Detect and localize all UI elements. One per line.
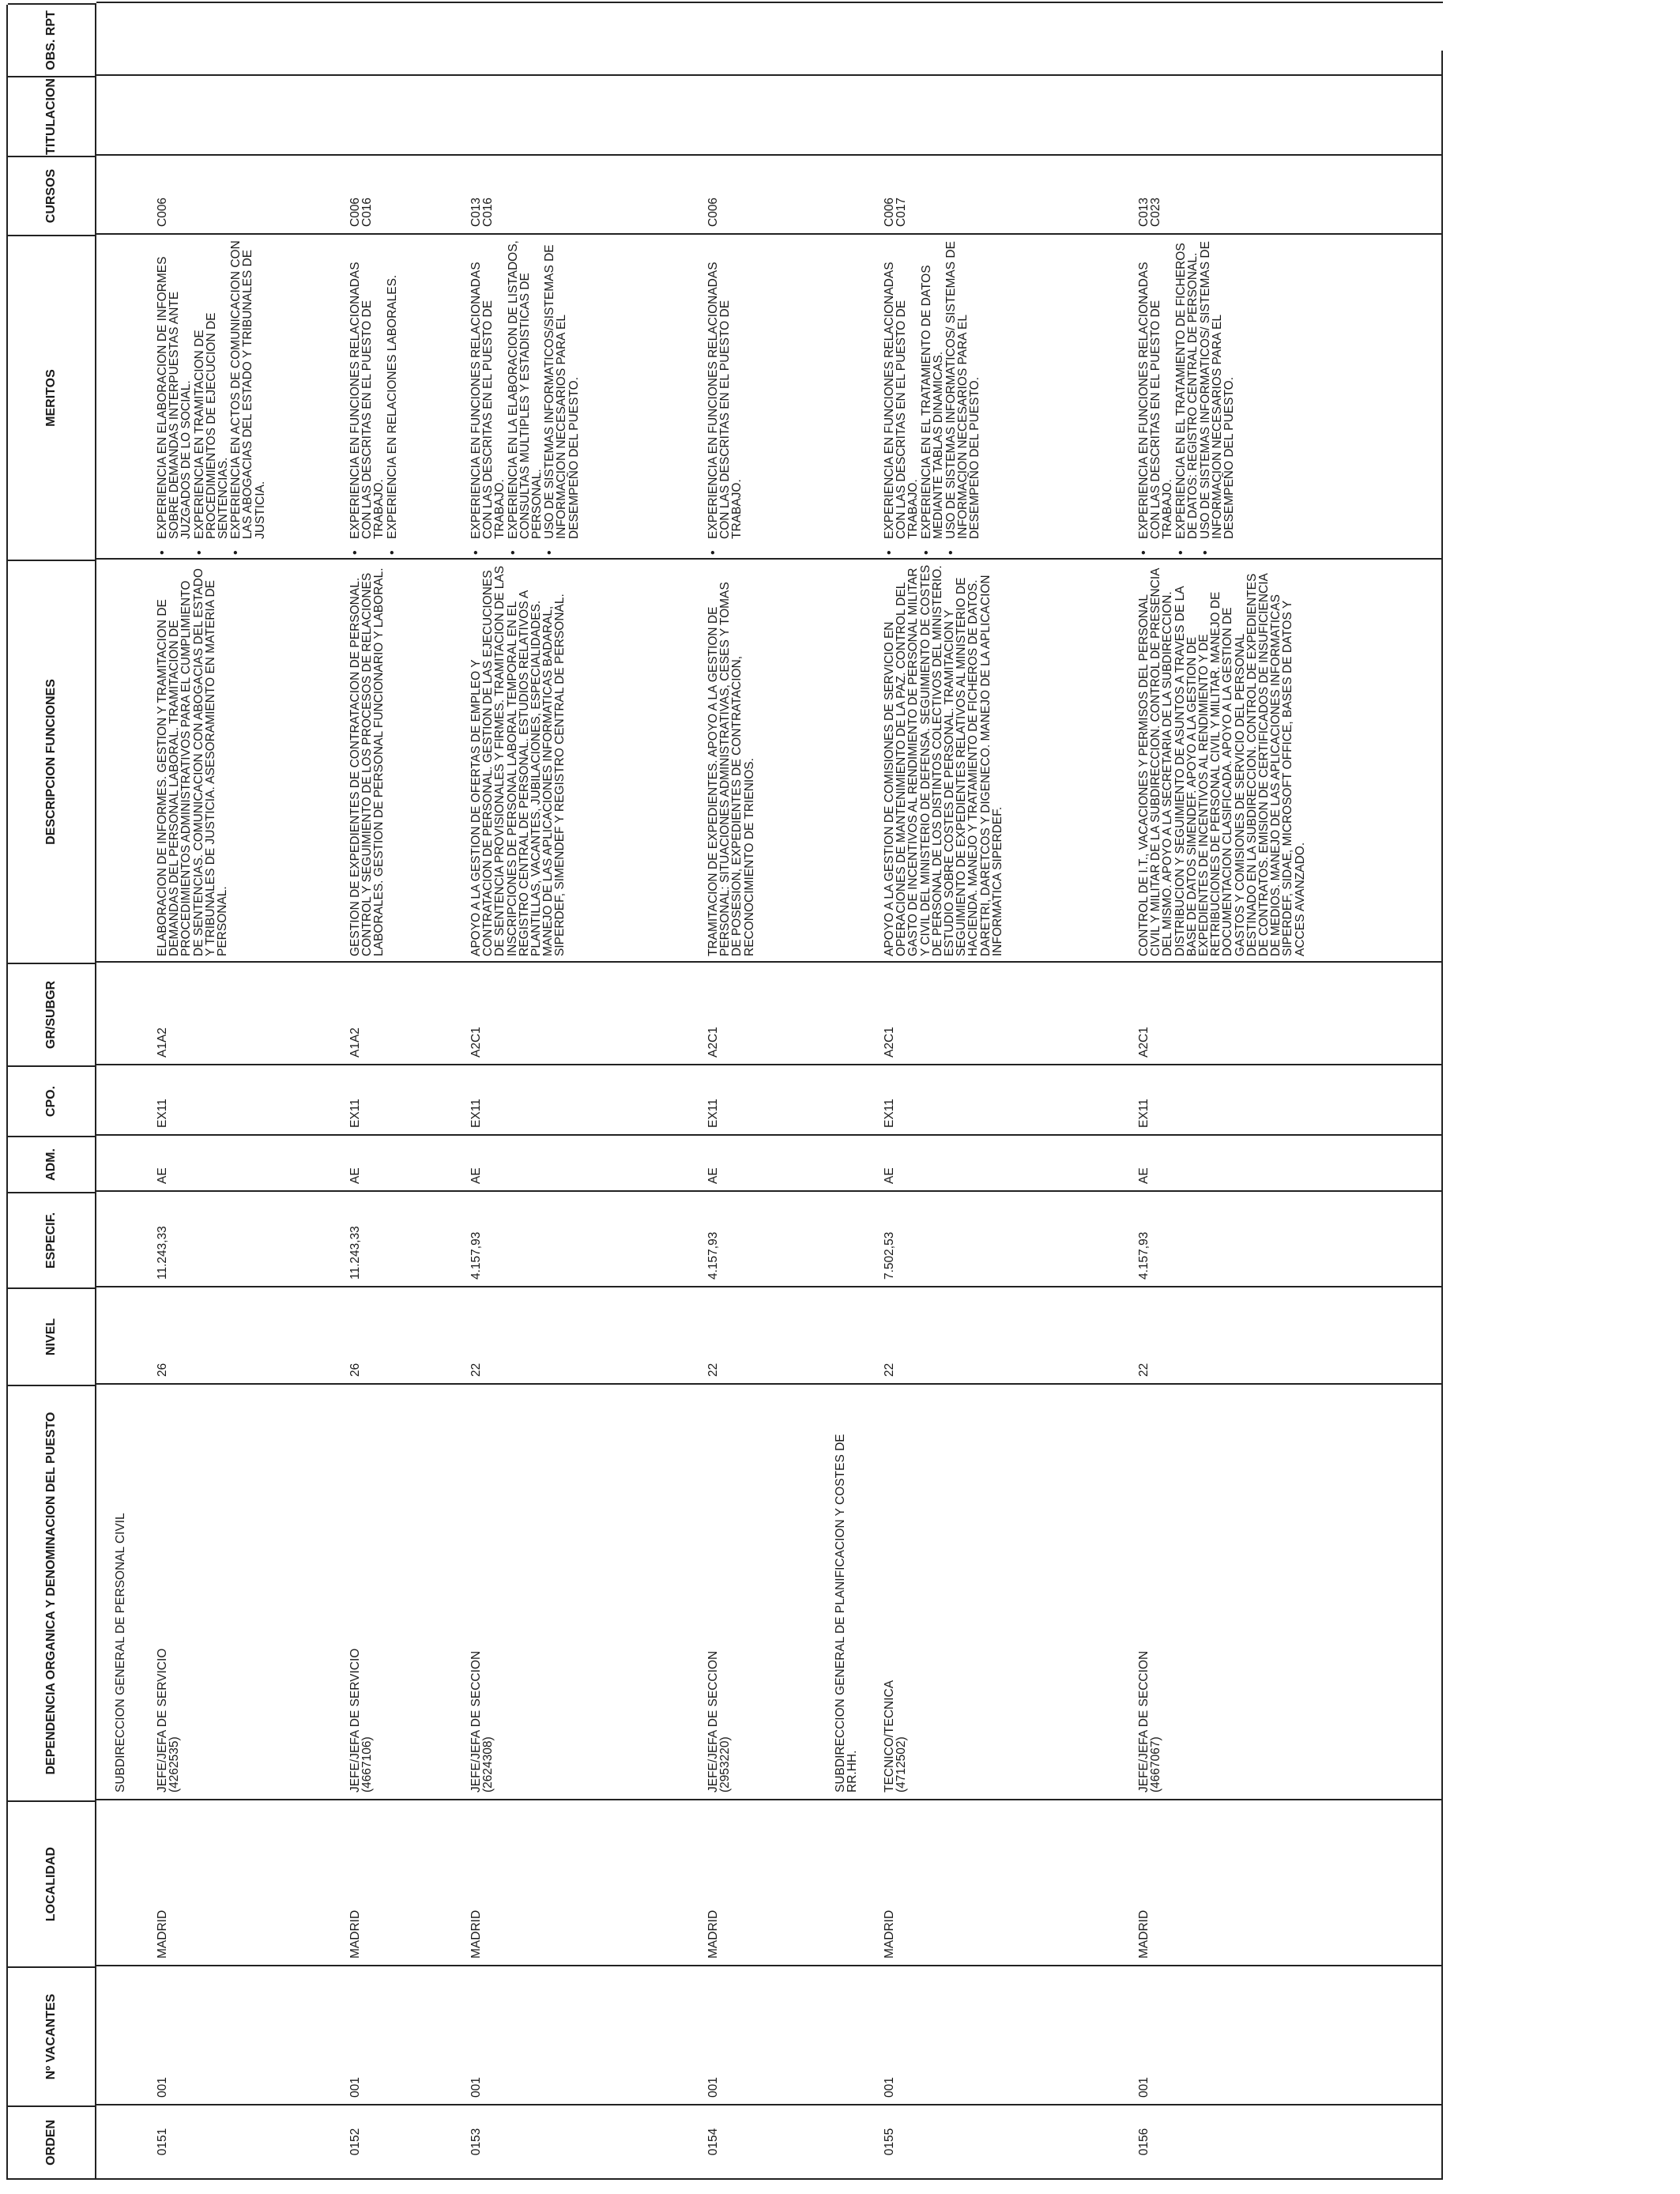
cell-grupo: A1A2 — [156, 1027, 169, 1057]
course-code: C017 — [895, 197, 909, 227]
cell-cursos — [156, 160, 168, 227]
section-label: SUBDIRECCION GENERAL DE PERSONAL CIVIL — [114, 1513, 127, 1793]
column-rule — [96, 1064, 1443, 1136]
merit-item: • EXPERIENCIA EN FUNCIONES RELACIONADAS CON LAS DESCRITAS EN EL PUESTO DE TRABAJO. — [470, 239, 507, 539]
course-code: C006 — [156, 197, 169, 227]
header-titulacion: TITULACION — [8, 76, 96, 156]
table-bottom-rule — [1441, 51, 1443, 2180]
cell-localidad: MADRID — [706, 1909, 720, 1958]
merit-item: • USO DE SISTEMAS INFORMATICOS/SISTEMAS DE INFORMACION NECESARIOS PARA EL DESEMPEÑO DEL PUESTO. — [544, 239, 580, 539]
merits-list — [470, 239, 580, 555]
header-vacantes: Nº VACANTES — [8, 1966, 96, 2105]
cell-puesto — [349, 1397, 373, 1793]
cell-vacantes: 001 — [883, 2077, 896, 2098]
header-cursos: CURSOS — [8, 156, 96, 235]
column-rule — [96, 961, 1443, 1065]
cell-especif: 11.243,33 — [156, 1226, 169, 1280]
cell-cpo: EX11 — [156, 1099, 169, 1128]
merit-item: • EXPERIENCIA EN FUNCIONES RELACIONADAS CON LAS DESCRITAS EN EL PUESTO DE TRABAJO. — [707, 239, 744, 539]
cell-adm: AE — [348, 1167, 362, 1184]
cell-meritos — [349, 239, 399, 555]
merit-item: • EXPERIENCIA EN FUNCIONES RELACIONADAS CON LAS DESCRITAS EN EL PUESTO DE TRABAJO. — [883, 239, 920, 539]
header-orden: ORDEN — [8, 2105, 96, 2178]
header-cpo: CPO. — [8, 1065, 96, 1136]
merit-item: • USO DE SISTEMAS INFORMATICOS/ SISTEMAS DE INFORMACION NECESARIOS PARA EL DESEMPEÑO DEL PUESTO. — [945, 239, 981, 539]
cell-puesto — [707, 1397, 731, 1793]
cell-especif: 11.243,33 — [348, 1226, 362, 1280]
cell-especif: 4.157,93 — [706, 1231, 720, 1280]
cell-cpo: EX11 — [348, 1099, 362, 1128]
cell-adm: AE — [1137, 1167, 1151, 1184]
header-adm: ADM. — [8, 1136, 96, 1192]
header-grupo: GR/SUBGR — [8, 963, 96, 1065]
course-code: C016 — [360, 197, 375, 227]
cell-grupo: A2C1 — [883, 1027, 896, 1057]
puesto-code: (4667067) — [1149, 1736, 1163, 1793]
merits-list — [883, 239, 981, 555]
merit-item: • EXPERIENCIA EN ELABORACION DE INFORMES SOBRE DEMANDAS INTERPUESTAS ANTE JUZGADOS DE LO SOCIAL. — [156, 239, 193, 539]
column-rule — [96, 233, 1443, 560]
header-obs-rpt: OBS. RPT — [8, 3, 96, 76]
header-dependencia: DEPENDENCIA ORGANICA Y DENOMINACION DEL PUESTO — [8, 1385, 96, 1800]
cell-descripcion: TRAMITACION DE EXPEDIENTES. APOYO A LA GESTION DE PERSONAL: SITUACIONES ADMINISTRATIVAS, CESES Y TOMAS DE POSESION, EXPEDIENTES DE CONTRATACION, RECONOCIMIENTO DE TRIENIOS. — [706, 582, 756, 956]
cell-orden: 0151 — [156, 2128, 169, 2156]
merit-item: • EXPERIENCIA EN TRAMITACION DE PROCEDIMIENTOS DE EJECUCION DE SENTENCIAS. — [194, 239, 230, 539]
cell-meritos — [1138, 239, 1237, 555]
column-rule — [96, 1134, 1443, 1192]
cell-orden: 0153 — [469, 2128, 483, 2156]
cell-orden: 0155 — [883, 2128, 896, 2156]
cell-descripcion: ELABORACION DE INFORMES. GESTION Y TRAMITACION DE DEMANDAS DEL PERSONAL LABORAL. TRAMITACION DE PROCEDIMIENTOS ADMINISTRATIVOS PARA EL CUMPLIMIENTO DE SENTENCIAS. COMUNICACION CON ABOGACIAS DEL ESTADO Y TRIBUNALES DE JUSTICIA. ASESORAMIENTO EN MATERIA DE PERSONAL. — [156, 568, 230, 956]
cell-cursos — [883, 160, 907, 227]
column-rule — [96, 1286, 1443, 1385]
course-code: C013 — [469, 197, 483, 227]
cell-localidad: MADRID — [348, 1909, 362, 1958]
cell-cursos — [1138, 160, 1162, 227]
cell-vacantes: 001 — [348, 2077, 362, 2098]
cell-cpo: EX11 — [883, 1099, 896, 1128]
cell-meritos — [883, 239, 982, 555]
column-rule — [96, 154, 1443, 235]
cell-descripcion: GESTION DE EXPEDIENTES DE CONTRATACION DE PERSONAL. CONTROL Y SEGUIMIENTO DE LOS PROCESOS DE RELACIONES LABORALES. GESTION DE PERSONAL FUNCIONARIO Y LABORAL. — [348, 567, 386, 956]
merits-list — [1138, 239, 1236, 555]
cell-cpo: EX11 — [1137, 1099, 1151, 1128]
cell-grupo: A1A2 — [348, 1027, 362, 1057]
cell-orden: 0154 — [706, 2128, 720, 2156]
cell-nivel: 22 — [1137, 1363, 1151, 1377]
cell-adm: AE — [883, 1167, 896, 1184]
cell-puesto — [883, 1397, 907, 1793]
job-positions-table — [6, 5, 1443, 2180]
header-descripcion: DESCRIPCION FUNCIONES — [8, 560, 96, 963]
column-rule — [96, 1383, 1443, 1800]
puesto-title: JEFE/JEFA DE SERVICIO — [156, 1648, 169, 1793]
puesto-title: JEFE/JEFA DE SERVICIO — [348, 1648, 362, 1793]
puesto-title: JEFE/JEFA DE SECCION — [469, 1650, 483, 1793]
cell-orden: 0156 — [1137, 2128, 1151, 2156]
cell-localidad: MADRID — [469, 1909, 483, 1958]
puesto-title: TECNICO/TECNICA — [883, 1679, 896, 1793]
cell-cursos — [707, 160, 719, 227]
header-meritos: MERITOS — [8, 235, 96, 560]
cell-grupo: A2C1 — [1137, 1027, 1151, 1057]
cell-vacantes: 001 — [469, 2077, 483, 2098]
cell-puesto — [156, 1397, 180, 1793]
cell-nivel: 26 — [156, 1363, 169, 1377]
cell-nivel: 26 — [348, 1363, 362, 1377]
merit-item: • EXPERIENCIA EN EL TRATAMIENTO DE FICHEROS DE DATOS: REGISTRO CENTRAL DE PERSONAL. — [1175, 239, 1199, 539]
puesto-code: (2624308) — [481, 1736, 495, 1793]
cell-puesto — [1138, 1397, 1162, 1793]
course-code: C006 — [706, 197, 720, 227]
course-code: C013 — [1137, 197, 1151, 227]
cell-grupo: A2C1 — [469, 1027, 483, 1057]
cell-nivel: 22 — [883, 1363, 896, 1377]
merit-item: • USO DE SISTEMAS INFORMATICOS/ SISTEMAS DE INFORMACION NECESARIOS PARA EL DESEMPEÑO DEL PUESTO. — [1200, 239, 1236, 539]
cell-vacantes: 001 — [1137, 2077, 1151, 2098]
cell-meritos — [470, 239, 581, 555]
header-especif: ESPECIF. — [8, 1192, 96, 1287]
cell-especif: 4.157,93 — [1137, 1231, 1151, 1280]
merit-item: • EXPERIENCIA EN RELACIONES LABORALES. — [386, 239, 398, 539]
puesto-code: (4667106) — [360, 1736, 375, 1793]
cell-meritos — [707, 239, 744, 555]
column-rule — [96, 74, 1443, 156]
course-code: C016 — [481, 197, 495, 227]
puesto-code: (2953220) — [718, 1736, 733, 1793]
cell-orden: 0152 — [348, 2128, 362, 2156]
course-code: C006 — [348, 197, 362, 227]
merit-item: • EXPERIENCIA EN FUNCIONES RELACIONADAS CON LAS DESCRITAS EN EL PUESTO DE TRABAJO. — [1138, 239, 1174, 539]
cell-cpo: EX11 — [469, 1099, 483, 1128]
column-rule — [96, 1965, 1443, 2105]
puesto-title: JEFE/JEFA DE SECCION — [1137, 1650, 1151, 1793]
cell-adm: AE — [469, 1167, 483, 1184]
header-localidad: LOCALIDAD — [8, 1800, 96, 1966]
merit-item: • EXPERIENCIA EN FUNCIONES RELACIONADAS CON LAS DESCRITAS EN EL PUESTO DE TRABAJO. — [349, 239, 386, 539]
puesto-code: (4262535) — [168, 1736, 182, 1793]
puesto-code: (4712502) — [895, 1736, 909, 1793]
column-rule — [96, 1799, 1443, 1966]
cell-nivel: 22 — [469, 1363, 483, 1377]
course-code: C006 — [883, 197, 896, 227]
merits-list — [156, 239, 266, 555]
column-rule — [96, 2104, 1443, 2178]
merit-item: • EXPERIENCIA EN LA ELABORACION DE LISTADOS, CONSULTAS MULTIPLES Y ESTADISTICAS DE PERSONAL. — [507, 239, 544, 539]
header-nivel: NIVEL — [8, 1287, 96, 1385]
cell-cpo: EX11 — [706, 1099, 720, 1128]
course-code: C023 — [1149, 197, 1163, 227]
cell-nivel: 22 — [706, 1363, 720, 1377]
column-rule — [96, 1190, 1443, 1287]
cell-puesto — [470, 1397, 494, 1793]
cell-adm: AE — [706, 1167, 720, 1184]
cell-descripcion: APOYO A LA GESTION DE COMISIONES DE SERVICIO EN OPERACIONES DE MANTENIMIENTO DE LA PAZ. CONTROL DEL GASTO DE INCENTIVOS AL RENDIMIENTO DE PERSONAL MILITAR Y CIVIL DEL MINISTERIO DE DEFENSA. SEGUIMIENTO DE COSTES DE PERSONAL DE LOS DISTINTOS COLECTIVOS DEL MINISTERIO. ESTUDIO SOBRE COSTES DE PERSONAL. TRAMITACION Y SEGUIMIENTO DE EXPEDIENTES RELATIVOS AL MINISTERIO DE HACIENDA. MANEJO Y TRATAMIENTO DE FICHEROS DE DATOS. DARETRI, DARETCOS Y DIGENECO. MANEJO DE LA APLICACION INFORMATICA SIPERDEF. — [883, 564, 1004, 956]
puesto-title: JEFE/JEFA DE SECCION — [706, 1650, 720, 1793]
cell-grupo: A2C1 — [706, 1027, 720, 1057]
column-rule — [96, 2, 1443, 76]
merits-list — [349, 239, 398, 555]
cell-vacantes: 001 — [156, 2077, 169, 2098]
merit-item: • EXPERIENCIA EN EL TRATAMIENTO DE DATOS MEDIANTE TABLAS DINAMICAS. — [921, 239, 944, 539]
merit-item: • EXPERIENCIA EN ACTOS DE COMUNICACION CON LAS ABOGACIAS DEL ESTADO Y TRIBUNALES DE JUSTICIA. — [230, 239, 266, 539]
cell-especif: 7.502,53 — [883, 1231, 896, 1280]
merits-list — [707, 239, 744, 555]
cell-cursos — [470, 160, 494, 227]
cell-descripcion: CONTROL DE I.T., VACACIONES Y PERMISOS DEL PERSONAL CIVIL Y MILITAR DE LA SUBDIRECCION. CONTROL DE PRESENCIA DEL MISMO. APOYO A LA SECRETARIA DE LA SUBDIRECCION. DISTRIBUCION Y SEGUIMIENTO DE ASUNTOS A TRAVES DE LA BASE DE DATOS SIMENDEF. APOYO A LA GESTION DE EXPEDIENTES DE INCENTIVOS AL RENDIMIENTO Y DE RETRIBUCIONES DE PERSONAL CIVIL Y MILITAR. MANEJO DE DOCUMENTACION CLASIFICADA. APOYO A LA GESTION DE GASTOS Y COMISIONES DE SERVICIO DEL PERSONAL DESTINADO EN LA SUBDIRECCION. CONTROL DE EXPEDIENTES DE CONTRATOS. EMISION DE CERTIFICADOS DE INSUFICIENCIA DE MEDIOS. MANEJO DE LAS APLICACIONES INFORMATICAS SIPERDEF, SIDAE, MICROSOFT OFFICE, BASES DE DATOS Y ACCES AVANZADO. — [1137, 568, 1307, 956]
cell-meritos — [156, 239, 267, 555]
cell-especif: 4.157,93 — [469, 1231, 483, 1280]
cell-adm: AE — [156, 1167, 169, 1184]
cell-descripcion: APOYO A LA GESTION DE OFERTAS DE EMPLEO Y CONTRATACION DE PERSONAL. GESTION DE LAS EJECUCIONES DE SENTENCIA PROVISIONALES Y FIRMES. TRAMITACION DE LAS INSCRIPCIONES DE PERSONAL LABORAL TEMPORAL EN EL REGISTRO CENTRAL DE PERSONAL. ESTUDIOS RELATIVOS A PLANTILLAS, VACANTES, JUBILACIONES, ESPECIALIDADES. MANEJO DE LAS APLICACIONES INFORMATICAS BADARAL, SIPERDEF, SIMENDEF Y REGISTRO CENTRAL DE PERSONAL. — [469, 565, 567, 956]
cell-localidad: MADRID — [156, 1909, 169, 1958]
cell-cursos — [349, 160, 373, 227]
cell-localidad: MADRID — [1137, 1909, 1151, 1958]
section-label: SUBDIRECCION GENERAL DE PLANIFICACION Y COSTES DE RR.HH. — [834, 1434, 860, 1793]
cell-localidad: MADRID — [883, 1909, 896, 1958]
cell-vacantes: 001 — [706, 2077, 720, 2098]
